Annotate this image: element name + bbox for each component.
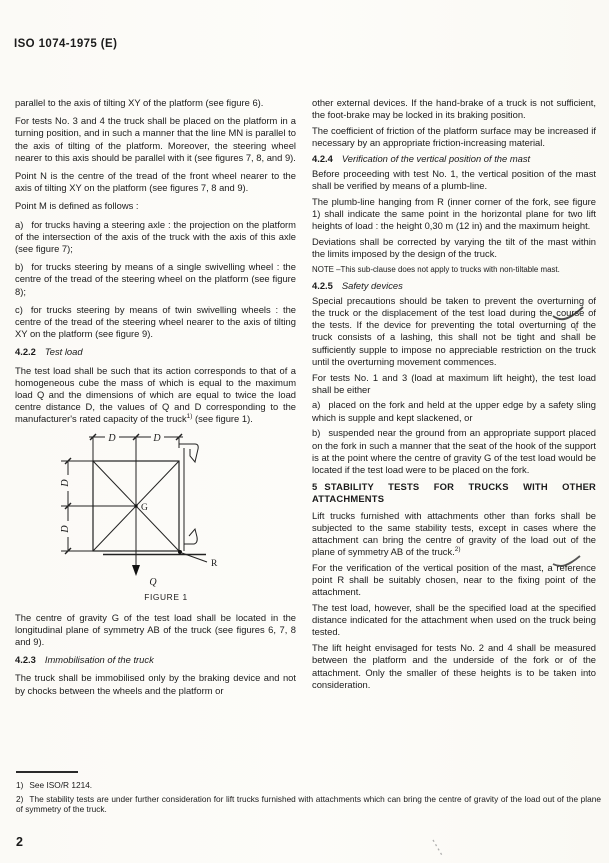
item-marker: b) [15,261,24,273]
paragraph-text: Lift trucks furnished with attachments other than forks shall be subjected to the same stability tests, except in cases where the attachment can bring the centre of gravity of the load out of the plane of symmetry AB of the truck. [312,509,596,558]
footnote-1 [16,780,601,791]
paragraph-tests-3-4: For tests No. 3 and 4 the truck shall be placed on the platform in a turning position, and in such a manner that the line MN is parallel to the axis of tilting of the platform. Moreover, the steering wheel nearer to this axis should be parallel with it (see figures 7, 8, and 9). [15,115,296,163]
standard-number: ISO 1074-1975 (E) [14,38,118,50]
list-item-a [15,219,296,256]
footnote-rule [16,771,78,773]
right-column [312,97,596,694]
note-non-tiltable-mast: NOTE –This sub-clause does not apply to trucks with non-tiltable mast. [312,264,560,274]
footnote-text: See ISO/R 1214. [29,780,93,790]
item-text: for trucks having a steering axle : the projection on the platform of the intersection of the axis of the truck with the axis of this axle (see figure 7); [15,218,296,255]
item-marker: a) [15,218,24,230]
section-heading-4-2-5 [312,280,596,292]
dim-label-d-top-right: D [153,432,161,444]
paragraph-lift-height: The lift height envisaged for tests No. 2 and 4 shall be measured between the platform and the underside of the fork or of the attachment. Only the smaller of these heights is to be taken into consideration. [312,642,596,690]
section-heading-5 [312,481,596,505]
footnote-text: The stability tests are under further consideration for lift trucks furnished with attachments which can bring the centre of gravity of the load out of the plane of symmetry of the truck. [16,793,601,815]
test-load-diagram [15,432,298,608]
paragraph-external-devices: other external devices. If the hand-brake of a truck is not sufficient, the foot-brake may be locked in its braking position. [312,97,596,121]
dim-label-d-left-bottom: D [60,525,71,533]
item-text: placed on the fork and held at the upper edge by a safety sling which is supple and kept slackened, or [312,399,596,423]
fig-label-q: Q [149,576,157,588]
pen-mark-icon [552,302,588,332]
paragraph-specified-load: The test load, however, shall be the specified load at the specified distance indicated for the attachment when used on the truck being tested. [312,602,596,638]
figure-caption: FIGURE 1 [144,591,188,602]
fork-heel-point [178,550,182,554]
paragraph-text: (see figure 1). [192,413,253,425]
paragraph-immobilised: The truck shall be immobilised only by the braking device and not by chocks between the wheels and the platform or [15,672,296,696]
item-marker: c) [15,303,23,315]
paragraph-point-n: Point N is the centre of the tread of the front wheel nearer to the axis of tilting XY on the platform (see figures 7, 8 and 9). [15,170,296,194]
figure-1 [15,432,298,608]
paragraph-friction: The coefficient of friction of the platform surface may be increased if necessary by an appropriate friction-increasing material. [312,124,596,149]
item-text: suspended near the ground from an appropriate support placed on the fork in such a manner that the seat of the hook of the support is at the point where the centre of gravity G of the test load would be located if the test load were to be placed on the fork. [312,427,596,475]
item-text: for trucks steering by means of a single swivelling wheel : the centre of the tread of the steering wheel on the platform (see figure 8); [15,261,296,297]
paragraph-verification-r: For the verification of the vertical position of the mast, a reference point R shall be suitably chosen, near to the fixing point of the attachment. [312,561,596,598]
centre-of-gravity-point [134,504,137,507]
section-title: Immobilisation of the truck [44,654,154,666]
footnote-2 [16,794,601,815]
item-text: for trucks steering by means of twin swivelling wheels : the centre of the tread of the steering wheel nearer to the axis of tilting XY on the platform (see figure 9). [15,303,296,340]
footnotes-block [16,771,601,818]
section-title: Safety devices [341,279,403,291]
list-item-c [15,304,296,341]
left-column [15,97,296,703]
list-item-b [15,261,296,298]
fig-label-g: G [141,502,148,513]
paragraph-text: The test load shall be such that its action corresponds to that of a homogeneous cube the mass of which is equal to the maximum load Q and the dimensions of which are equal to twice the load centre distance D, the values of Q and D corresponding to the manufacturer's rated capacity of the truck [15,364,296,425]
paragraph-deviations: Deviations shall be corrected by varying the tilt of the mast within the limits imposed by the design of the truck. [312,236,596,260]
section-number: 4.2.3 [15,654,36,666]
paragraph-parallel: parallel to the axis of tilting XY of the platform (see figure 6). [15,97,264,108]
section-title: STABILITY TESTS FOR TRUCKS WITH OTHER ATTACHMENTS [312,481,596,505]
footnote-marker: 1) [16,780,24,790]
fig-label-r: R [211,558,218,569]
paragraph-tests-1-3: For tests No. 1 and 3 (load at maximum lift height), the test load shall be either [312,371,596,395]
list-item-b [312,427,596,476]
section-title: Verification of the vertical position of the mast [341,152,531,164]
section-title: Test load [44,346,83,358]
section-heading-4-2-2 [15,346,296,358]
section-heading-4-2-4 [312,153,596,165]
paragraph-precautions: Special precautions should be taken to prevent the overturning of the truck or the displacement of the test load during the course of the tests. If the device for preventing the total overturning of the truck consists of a lashing, this shall not be tight and shall be sufficiently supple to impose no appreciable restriction on the truck until the overturning movement commences. [312,294,596,367]
footnote-marker: 2) [16,793,24,804]
paragraph-plumb-line: The plumb-line hanging from R (inner corner of the fork, see figure 1) shall indicate the same point in the horizontal plane for two lift heights of load : the height 0,30 m (12 in) and the maximum height. [312,195,596,232]
section-number: 5 [312,481,318,493]
section-number: 4.2.5 [312,279,333,291]
footnote-ref-2: 2) [454,546,461,554]
item-marker: a) [312,399,321,411]
dim-label-d-left-top: D [60,479,71,487]
section-number: 4.2.2 [15,346,36,358]
load-arrow [132,565,140,576]
section-number: 4.2.4 [312,152,333,164]
list-item-a [312,399,596,423]
pen-mark-icon [430,838,448,862]
paragraph-test-load [15,365,296,426]
paragraph-centre-of-gravity: The centre of gravity G of the test load shall be located in the longitudinal plane of symmetry AB of the truck (see figures 6, 7, 8 and 9). [15,611,296,648]
paragraph-before-test1: Before proceeding with test No. 1, the vertical position of the mast shall be verified by means of a plumb-line. [312,168,596,192]
paragraph-point-m: Point M is defined as follows : [15,200,139,212]
item-marker: b) [312,427,321,439]
section-heading-4-2-3 [15,654,296,666]
footnote-ref-1: 1) [186,413,193,421]
dim-label-d-top-left: D [108,432,116,444]
page-number: 2 [16,835,23,849]
pen-mark-icon [552,552,584,572]
